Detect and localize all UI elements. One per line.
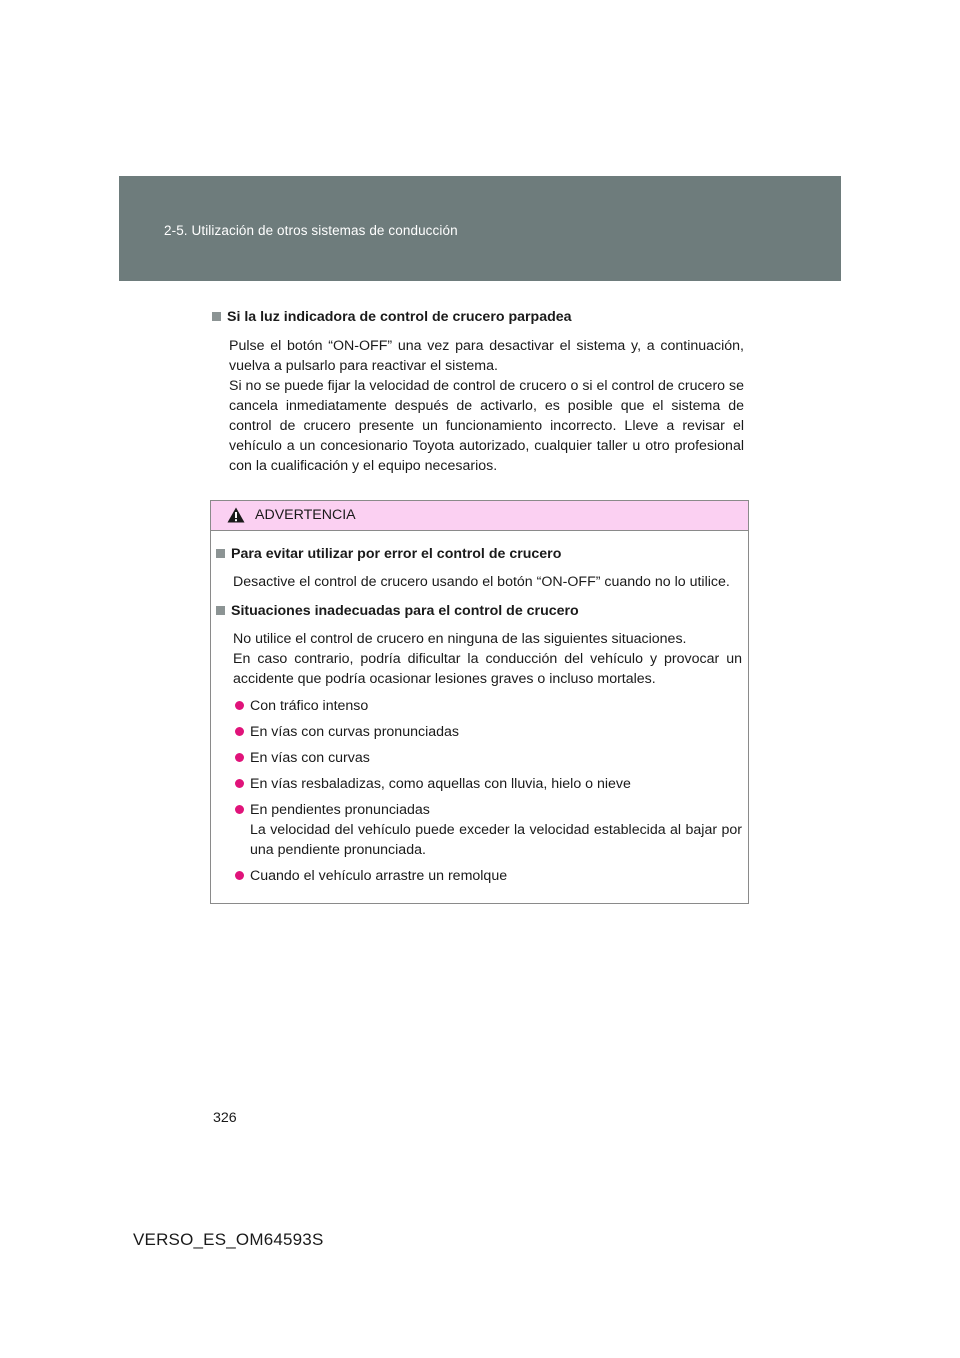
bullet-dot-icon (235, 753, 244, 762)
warning-item-heading-text: Situaciones inadecuadas para el control de crucero (231, 603, 579, 619)
list-item (235, 722, 742, 742)
square-bullet-icon (216, 606, 225, 615)
warning-body (211, 531, 748, 886)
warning-paragraph: No utilice el control de crucero en ninguna de las siguientes situaciones. (233, 631, 687, 647)
document-code: VERSO_ES_OM64593S (133, 1230, 324, 1249)
list-item-title: En pendientes pronunciadas (250, 802, 430, 818)
list-item (235, 866, 742, 886)
list-item-text (250, 800, 742, 860)
warning-box (210, 500, 749, 904)
square-bullet-icon (212, 312, 221, 321)
warning-paragraph: En caso contrario, podría dificultar la conducción del vehículo y provocar un accidente que podría ocasionar lesiones graves o incluso mortales. (233, 651, 742, 687)
list-item (235, 774, 742, 794)
section-paragraph: Pulse el botón “ON-OFF” una vez para desactivar el sistema y, a continuación, vuelva a pulsarlo para reactivar el sistema. (229, 338, 744, 374)
list-item (235, 800, 742, 860)
section-header-band (119, 176, 841, 281)
page-number: 326 (213, 1110, 237, 1126)
list-item-text: Con tráfico intenso (250, 698, 369, 714)
section-heading (212, 307, 744, 327)
list-item-text: En vías resbaladizas, como aquellas con lluvia, hielo o nieve (250, 776, 631, 792)
warning-item-heading (216, 544, 742, 564)
bullet-dot-icon (235, 727, 244, 736)
list-item-note: La velocidad del vehículo puede exceder la velocidad establecida al bajar por una pendiente pronunciada. (250, 822, 742, 858)
warning-header (211, 501, 748, 531)
warning-paragraph: Desactive el control de crucero usando el botón “ON-OFF” cuando no lo utilice. (233, 574, 730, 590)
section-title: 2-5. Utilización de otros sistemas de conducción (164, 223, 458, 238)
warning-item-heading-text: Para evitar utilizar por error el control de crucero (231, 546, 562, 562)
list-item (235, 696, 742, 716)
square-bullet-icon (216, 549, 225, 558)
section-heading-text: Si la luz indicadora de control de crucero parpadea (227, 309, 572, 325)
bullet-dot-icon (235, 779, 244, 788)
list-item-text: En vías con curvas pronunciadas (250, 724, 459, 740)
list-item-text: En vías con curvas (250, 750, 370, 766)
bullet-dot-icon (235, 805, 244, 814)
section-indicator-blink (212, 307, 744, 476)
bullet-dot-icon (235, 701, 244, 710)
warning-triangle-icon (227, 507, 245, 523)
warning-title: ADVERTENCIA (255, 507, 356, 523)
warning-item-heading (216, 601, 742, 621)
section-paragraph: Si no se puede fijar la velocidad de control de crucero o si el control de crucero se cancela inmediatamente después de activarlo, es posible que el sistema de control de crucero presente un funcionamiento incorrecto. Lleve a revisar el vehículo a un concesionario Toyota autorizado, cualquier taller u otro profesional con la cualificación y el equipo necesarios. (229, 378, 744, 474)
list-item-text: Cuando el vehículo arrastre un remolque (250, 868, 508, 884)
bullet-dot-icon (235, 871, 244, 880)
list-item (235, 748, 742, 768)
